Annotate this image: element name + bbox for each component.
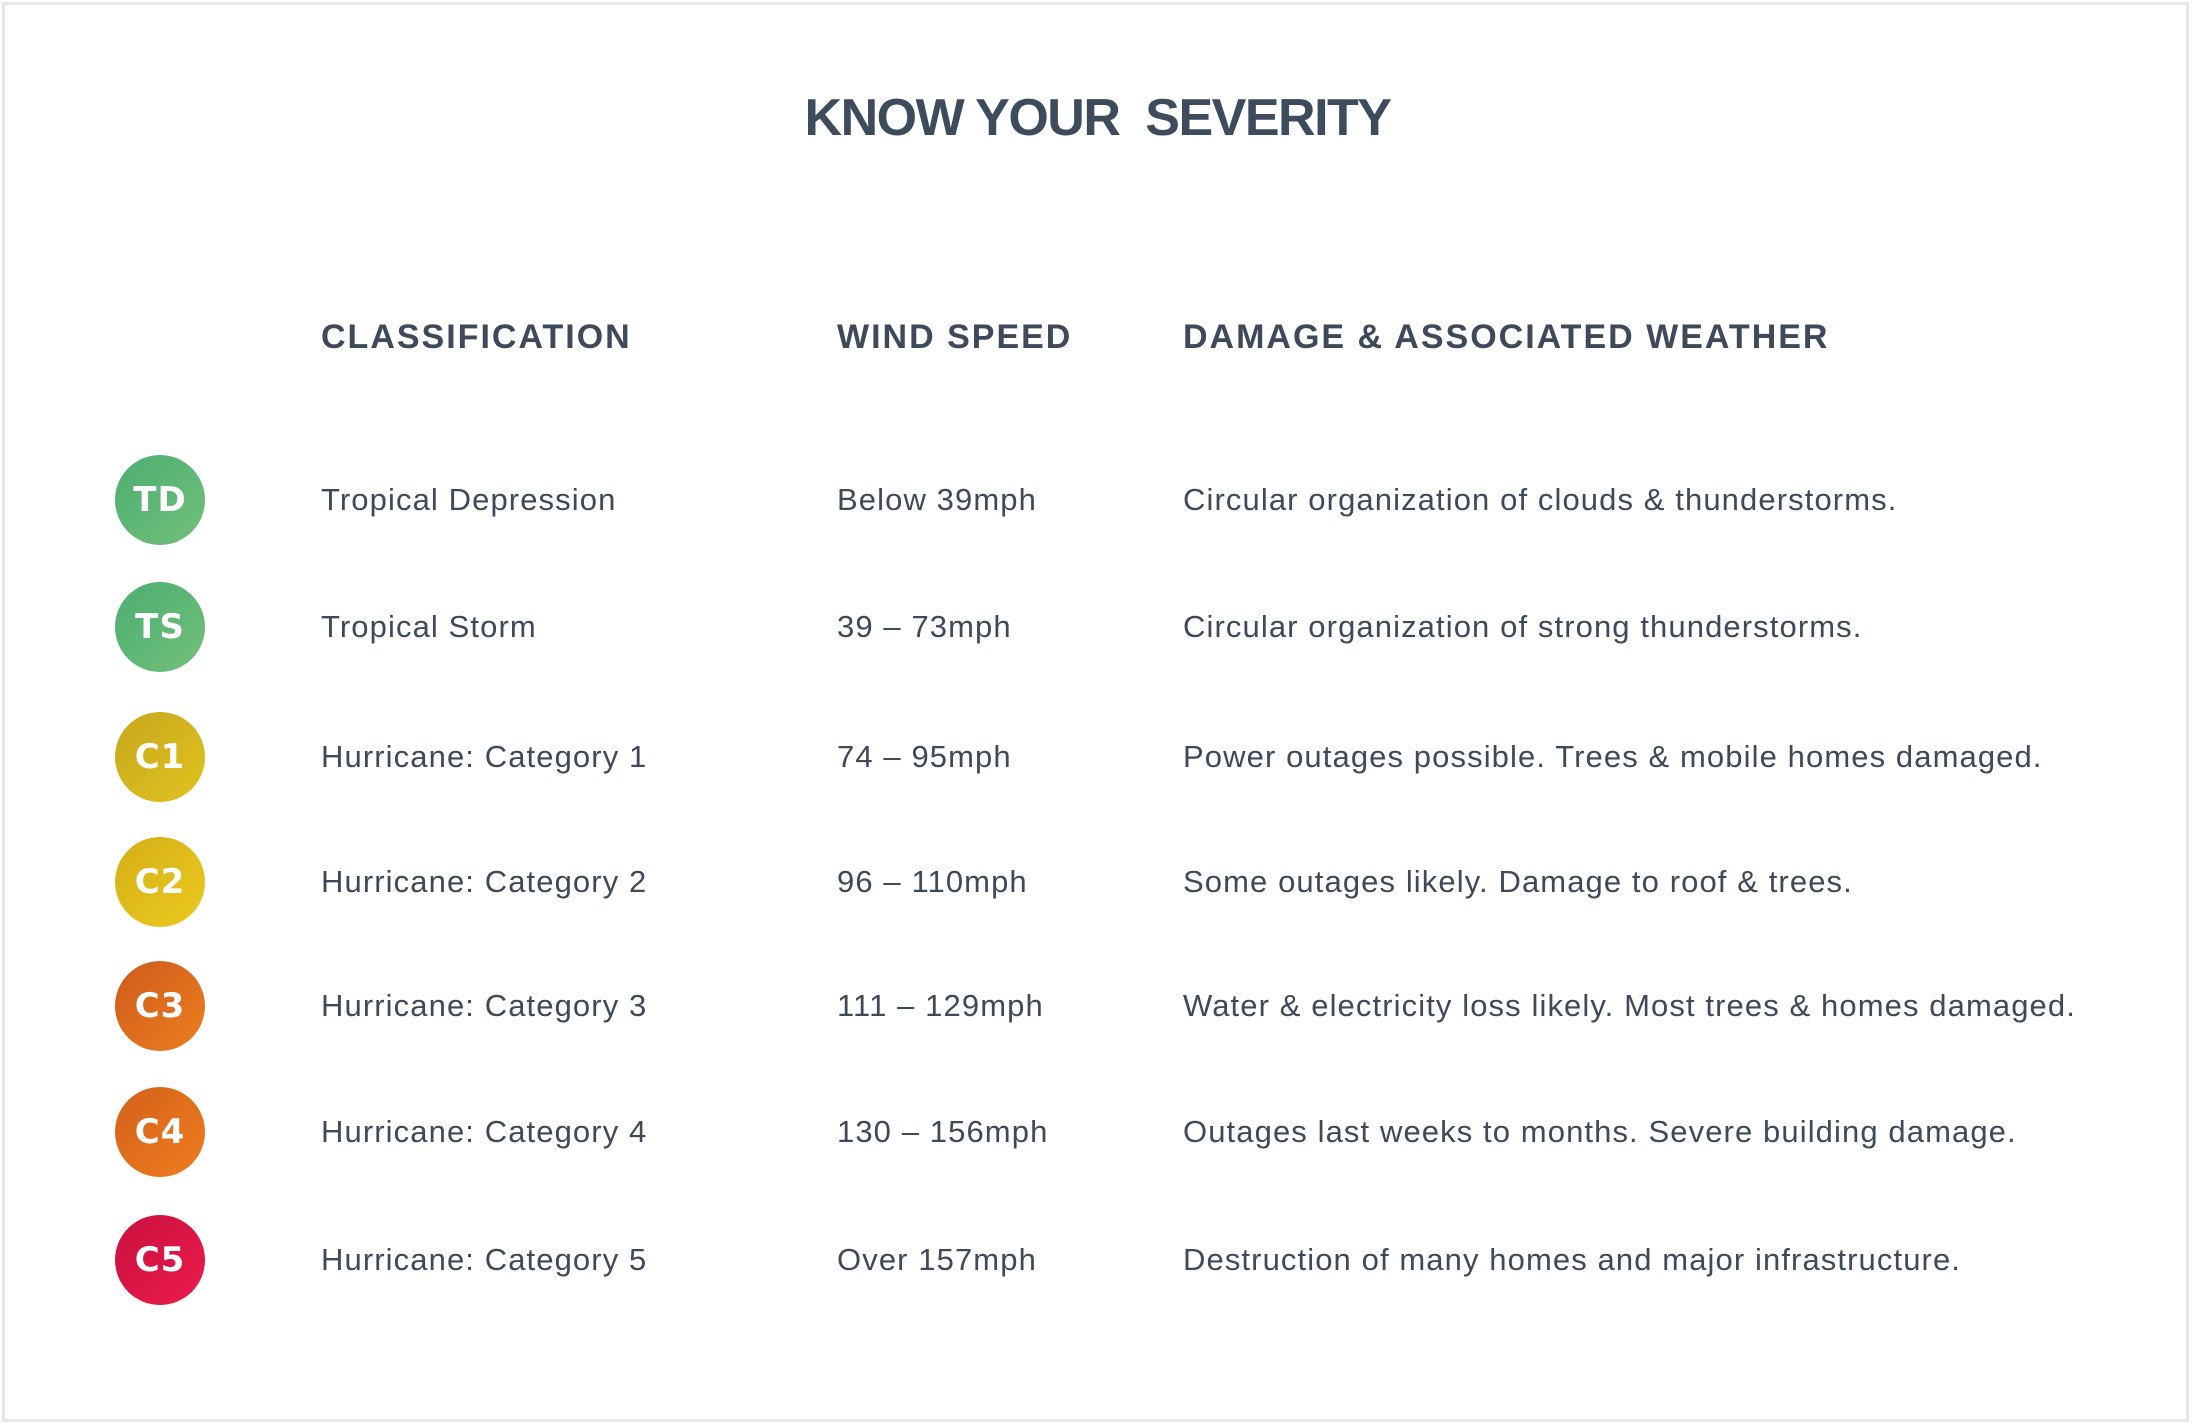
severity-row bbox=[0, 1215, 2195, 1305]
severity-row bbox=[0, 582, 2195, 672]
header-classification: CLASSIFICATION bbox=[321, 318, 632, 356]
wind-speed-cell: 39 – 73mph bbox=[837, 609, 1012, 644]
wind-speed-cell: 111 – 129mph bbox=[837, 988, 1044, 1023]
classification-cell: Tropical Depression bbox=[321, 482, 617, 517]
damage-cell: Some outages likely. Damage to roof & trees. bbox=[1183, 864, 1853, 899]
classification-cell: Hurricane: Category 5 bbox=[321, 1242, 648, 1277]
classification-cell: Hurricane: Category 3 bbox=[321, 988, 648, 1023]
damage-cell: Power outages possible. Trees & mobile homes damaged. bbox=[1183, 739, 2043, 774]
damage-cell: Circular organization of strong thunderstorms. bbox=[1183, 609, 1863, 644]
severity-row bbox=[0, 455, 2195, 545]
damage-cell: Destruction of many homes and major infrastructure. bbox=[1183, 1242, 1962, 1277]
severity-row bbox=[0, 712, 2195, 802]
severity-badge: C5 bbox=[115, 1215, 205, 1305]
severity-row bbox=[0, 961, 2195, 1051]
wind-speed-cell: 130 – 156mph bbox=[837, 1114, 1049, 1149]
classification-cell: Tropical Storm bbox=[321, 609, 537, 644]
severity-badge: C2 bbox=[115, 837, 205, 927]
header-wind-speed: WIND SPEED bbox=[837, 318, 1073, 356]
wind-speed-cell: Below 39mph bbox=[837, 482, 1037, 517]
damage-cell: Outages last weeks to months. Severe building damage. bbox=[1183, 1114, 2017, 1149]
severity-row bbox=[0, 837, 2195, 927]
severity-badge: C1 bbox=[115, 712, 205, 802]
severity-badge: TS bbox=[115, 582, 205, 672]
severity-badge: C3 bbox=[115, 961, 205, 1051]
severity-badge: C4 bbox=[115, 1087, 205, 1177]
wind-speed-cell: 74 – 95mph bbox=[837, 739, 1012, 774]
severity-badge: TD bbox=[115, 455, 205, 545]
classification-cell: Hurricane: Category 1 bbox=[321, 739, 648, 774]
damage-cell: Water & electricity loss likely. Most trees & homes damaged. bbox=[1183, 988, 2076, 1023]
classification-cell: Hurricane: Category 4 bbox=[321, 1114, 648, 1149]
damage-cell: Circular organization of clouds & thunderstorms. bbox=[1183, 482, 1898, 517]
page-title: KNOW YOUR SEVERITY bbox=[804, 89, 1391, 147]
header-damage: DAMAGE & ASSOCIATED WEATHER bbox=[1183, 318, 1830, 356]
wind-speed-cell: 96 – 110mph bbox=[837, 864, 1028, 899]
severity-row bbox=[0, 1087, 2195, 1177]
wind-speed-cell: Over 157mph bbox=[837, 1242, 1037, 1277]
classification-cell: Hurricane: Category 2 bbox=[321, 864, 648, 899]
